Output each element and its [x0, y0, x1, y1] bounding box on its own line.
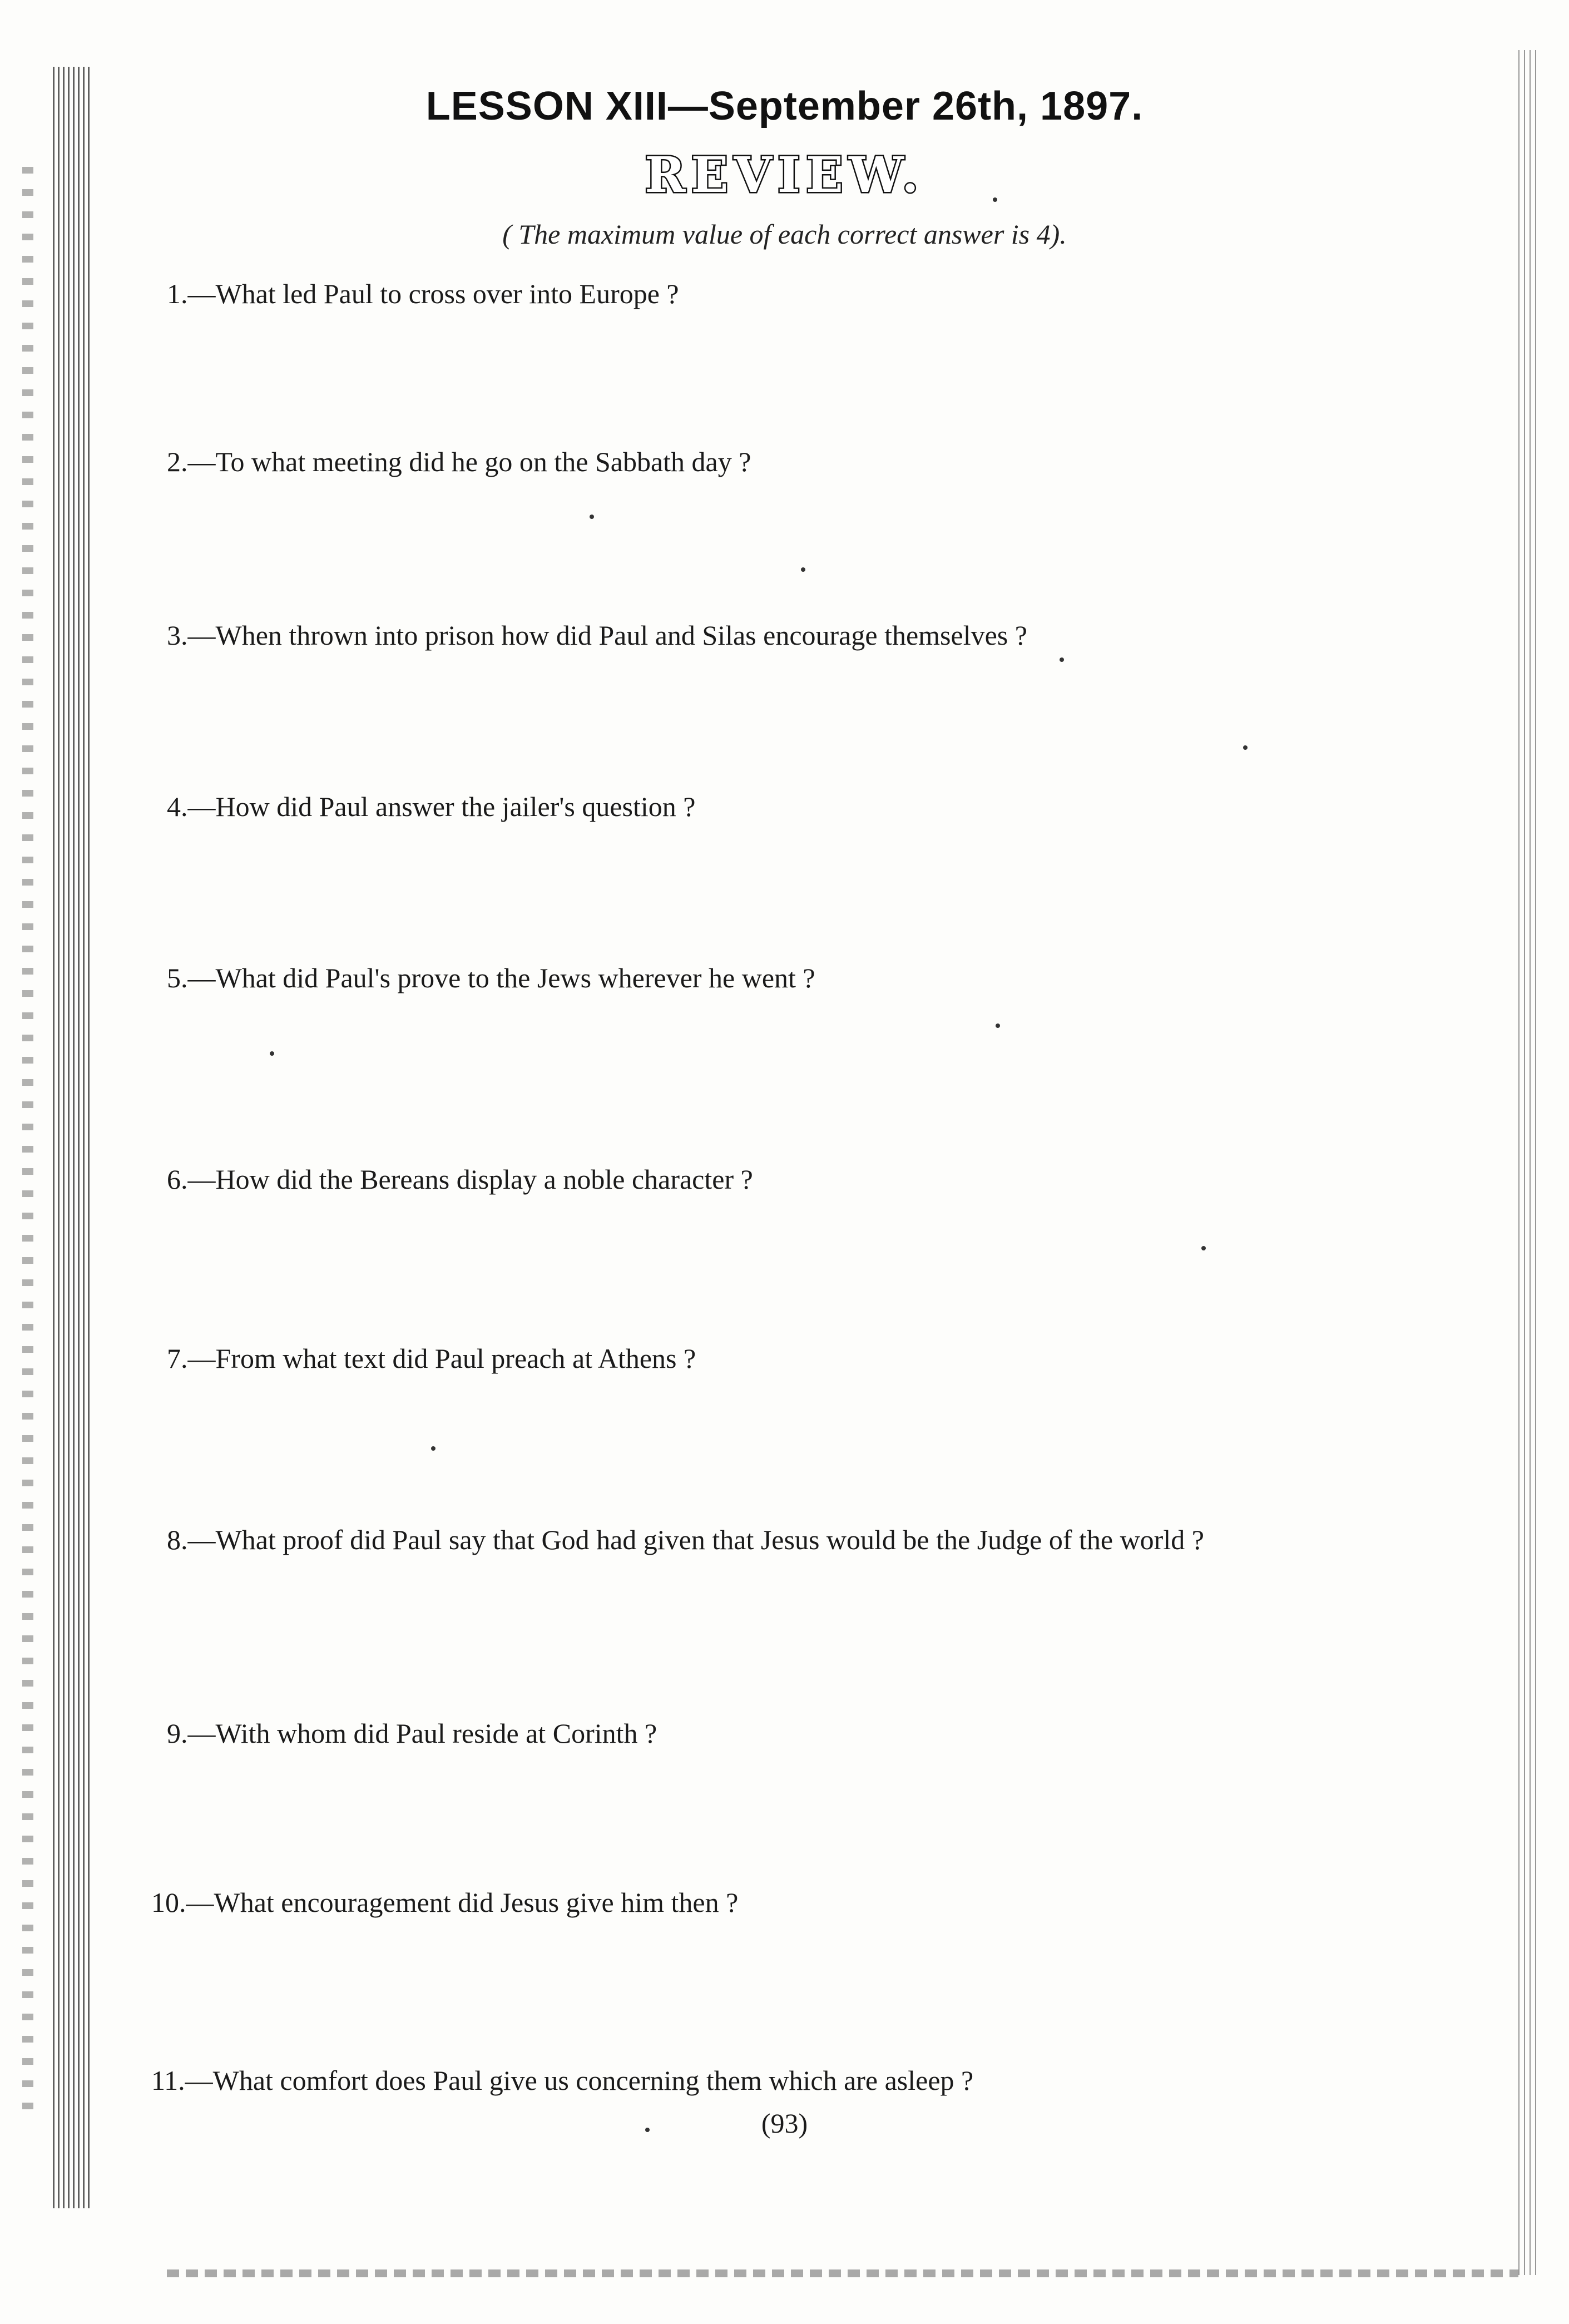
scan-speck — [801, 567, 805, 572]
question-item — [167, 1523, 1204, 1556]
scan-speck — [431, 1446, 435, 1451]
question-item — [167, 790, 696, 823]
scan-speck — [590, 515, 594, 519]
question-item — [167, 277, 679, 310]
question-number: 9.— — [167, 1718, 216, 1749]
question-number: 7.— — [167, 1343, 216, 1374]
question-text: With whom did Paul reside at Corinth ? — [215, 1718, 657, 1749]
question-text: From what text did Paul preach at Athens ? — [215, 1343, 696, 1374]
scan-speck — [1243, 745, 1248, 750]
scan-speck — [270, 1051, 274, 1056]
question-text: How did Paul answer the jailer's question ? — [215, 791, 696, 822]
scan-speck — [996, 1023, 1000, 1028]
question-text: What comfort does Paul give us concerning them which are asleep ? — [212, 2065, 974, 2096]
question-text: What led Paul to cross over into Europe ? — [215, 278, 679, 309]
question-text: How did the Bereans display a noble character ? — [215, 1164, 753, 1195]
review-heading: REVIEW. — [645, 146, 924, 204]
lesson-title: LESSON XIII—September 26th, 1897. — [425, 84, 1144, 128]
question-item — [151, 2064, 973, 2097]
scan-speck — [1060, 657, 1064, 662]
question-text: To what meeting did he go on the Sabbath day ? — [215, 446, 751, 477]
scan-speck — [993, 197, 997, 202]
question-item — [167, 961, 815, 995]
scan-speck — [1201, 1246, 1206, 1250]
page-number: (93) — [761, 2108, 808, 2139]
question-number: 10.— — [151, 1887, 214, 1918]
question-number: 3.— — [167, 620, 216, 651]
question-item — [167, 445, 751, 478]
question-number: 11.— — [151, 2065, 213, 2096]
question-number: 2.— — [167, 446, 216, 477]
question-text: What did Paul's prove to the Jews wherever he went ? — [215, 962, 815, 993]
question-number: 6.— — [167, 1164, 216, 1195]
question-item — [167, 1163, 753, 1196]
scan-speck — [645, 2128, 650, 2132]
question-text: What proof did Paul say that God had given that Jesus would be the Judge of the world ? — [215, 1524, 1204, 1555]
question-item — [167, 1342, 696, 1375]
question-item — [167, 1717, 657, 1750]
question-text: What encouragement did Jesus give him then ? — [214, 1887, 739, 1918]
scoring-note: ( The maximum value of each correct answer is 4). — [502, 219, 1067, 250]
question-item — [151, 1886, 738, 1919]
question-text: When thrown into prison how did Paul and Silas encourage themselves ? — [215, 620, 1027, 651]
question-number: 4.— — [167, 791, 216, 822]
question-number: 8.— — [167, 1524, 216, 1555]
question-number: 5.— — [167, 962, 216, 993]
question-number: 1.— — [167, 278, 216, 309]
question-item — [167, 619, 1027, 652]
